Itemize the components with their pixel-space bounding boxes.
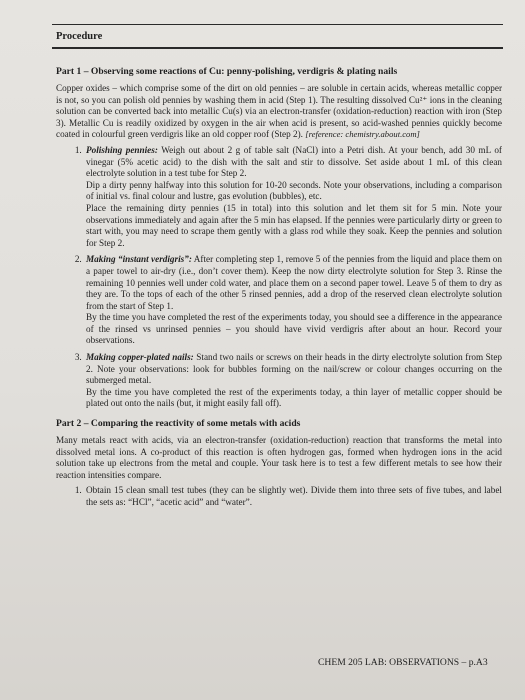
part2-steps bbox=[56, 485, 502, 508]
part1-intro bbox=[56, 83, 502, 141]
step-1-title: Polishing pennies: bbox=[86, 144, 158, 155]
step-1-text-1: Weigh out about 2 g of table salt (NaCl) into a Petri dish. At your bench, add 30 mL of vinegar (5% acetic acid) to the dish with the salt and stir to dissolve. Set aside about 1 mL of this clean electrolyte solution in a test tube for Step 2. bbox=[86, 144, 502, 179]
step-1-para-2: Dip a dirty penny halfway into this solution for 10-20 seconds. Note your observations, including a comparison of initial vs. final colour and lustre, gas evolution (bubbles), etc. bbox=[86, 179, 502, 202]
step-3-title: Making copper-plated nails: bbox=[86, 352, 194, 363]
step-2-text-1: After completing step 1, remove 5 of the pennies from the liquid and place them on a paper towel to air-dry (i.e., don’t cover them). Keep the now dirty electrolyte solution for Step 3. Rinse the remaining 10 pennies well under cold water, and place them on a second paper towel. Leave 5 of them to dry as they are. To the tops of each of the other 5 rinsed pennies, add a drop of the reserved clean electrolyte solution from the start of Step 1. bbox=[86, 254, 502, 311]
step-2-para-1 bbox=[86, 254, 502, 312]
step-1-para-1 bbox=[86, 145, 502, 180]
step-3-para-2: By the time you have completed the rest of the experiments today, a thin layer of metallic copper should be plated out onto the nails (but, it might easily fall off). bbox=[86, 386, 502, 409]
step-1-para-3: Place the remaining dirty pennies (15 in total) into this solution and let them sit for 5 min. Note your observations immediately and again after the 5 min has elapsed. If the pennies were particularly dirty or green to start with, you may need to scrape them gently with a glass rod while they soak. Keep the pennies and solution for Step 2. bbox=[86, 202, 502, 248]
part1-heading: Part 1 – Observing some reactions of Cu: penny-polishing, verdigris & plating nails bbox=[56, 66, 398, 77]
top-rule bbox=[52, 24, 503, 25]
part2-step-1 bbox=[84, 485, 502, 508]
step-3 bbox=[84, 352, 502, 410]
step-3-text-1: Stand two nails or screws on their heads in the dirty electrolyte solution from Step 2. Note your observations: look for bubbles forming on the nail/screw or colour changes occurring on the submerged metal. bbox=[86, 352, 503, 386]
document-body bbox=[56, 66, 502, 514]
step-2-title: Making “instant verdigris”: bbox=[86, 254, 192, 265]
section-title: Procedure bbox=[56, 31, 103, 42]
step-3-para-1 bbox=[86, 352, 502, 387]
step-1 bbox=[84, 145, 502, 249]
page-footer: CHEM 205 LAB: OBSERVATIONS – p.A3 bbox=[318, 657, 488, 668]
part1-steps bbox=[56, 145, 502, 410]
part2-heading: Part 2 – Comparing the reactivity of some metals with acids bbox=[56, 418, 301, 430]
part1-reference: [reference: chemistry.about.com] bbox=[305, 129, 420, 140]
step-2 bbox=[84, 254, 502, 347]
title-underline bbox=[52, 47, 503, 49]
part1-intro-text: Copper oxides – which comprise some of the dirt on old pennies – are soluble in certain acids, whereas metallic copper is not, so you can polish old pennies by washing them in acid (Step 1). The resulting dissolved Cu²⁺ ions in the cleaning solution can be converted back into metallic Cu(s) via an electron-transfer (oxidation-reduction) reaction with iron (Step 3). Metallic Cu is readily oxidized by oxygen in the air when acid is present, so acid-washed pennies quickly become coated in colourful green verdigris like an old copper roof (Step 2). bbox=[56, 83, 502, 140]
part2-step-1-text: 1. Obtain 15 clean small test tubes (they can be slightly wet). Divide them into three sets of five tubes, and label the sets as: “HCl”, “acetic acid” and “water”. bbox=[86, 485, 502, 507]
part2-intro: Many metals react with acids, via an electron-transfer (oxidation-reduction) reaction that transforms the metal into dissolved metal ions. A co-product of this reaction is often hydrogen gas, formed when hydrogen ions in the acid solution take up electrons from the metal and couple. Your task here is to test a few different metals to see how their reaction intensities compare. bbox=[56, 435, 502, 480]
step-2-para-2: By the time you have completed the rest of the experiments today, you should see a difference in the appearance of the rinsed vs unrinsed pennies – you should have vivid verdigris after about an hour. Record your observations. bbox=[86, 312, 502, 346]
